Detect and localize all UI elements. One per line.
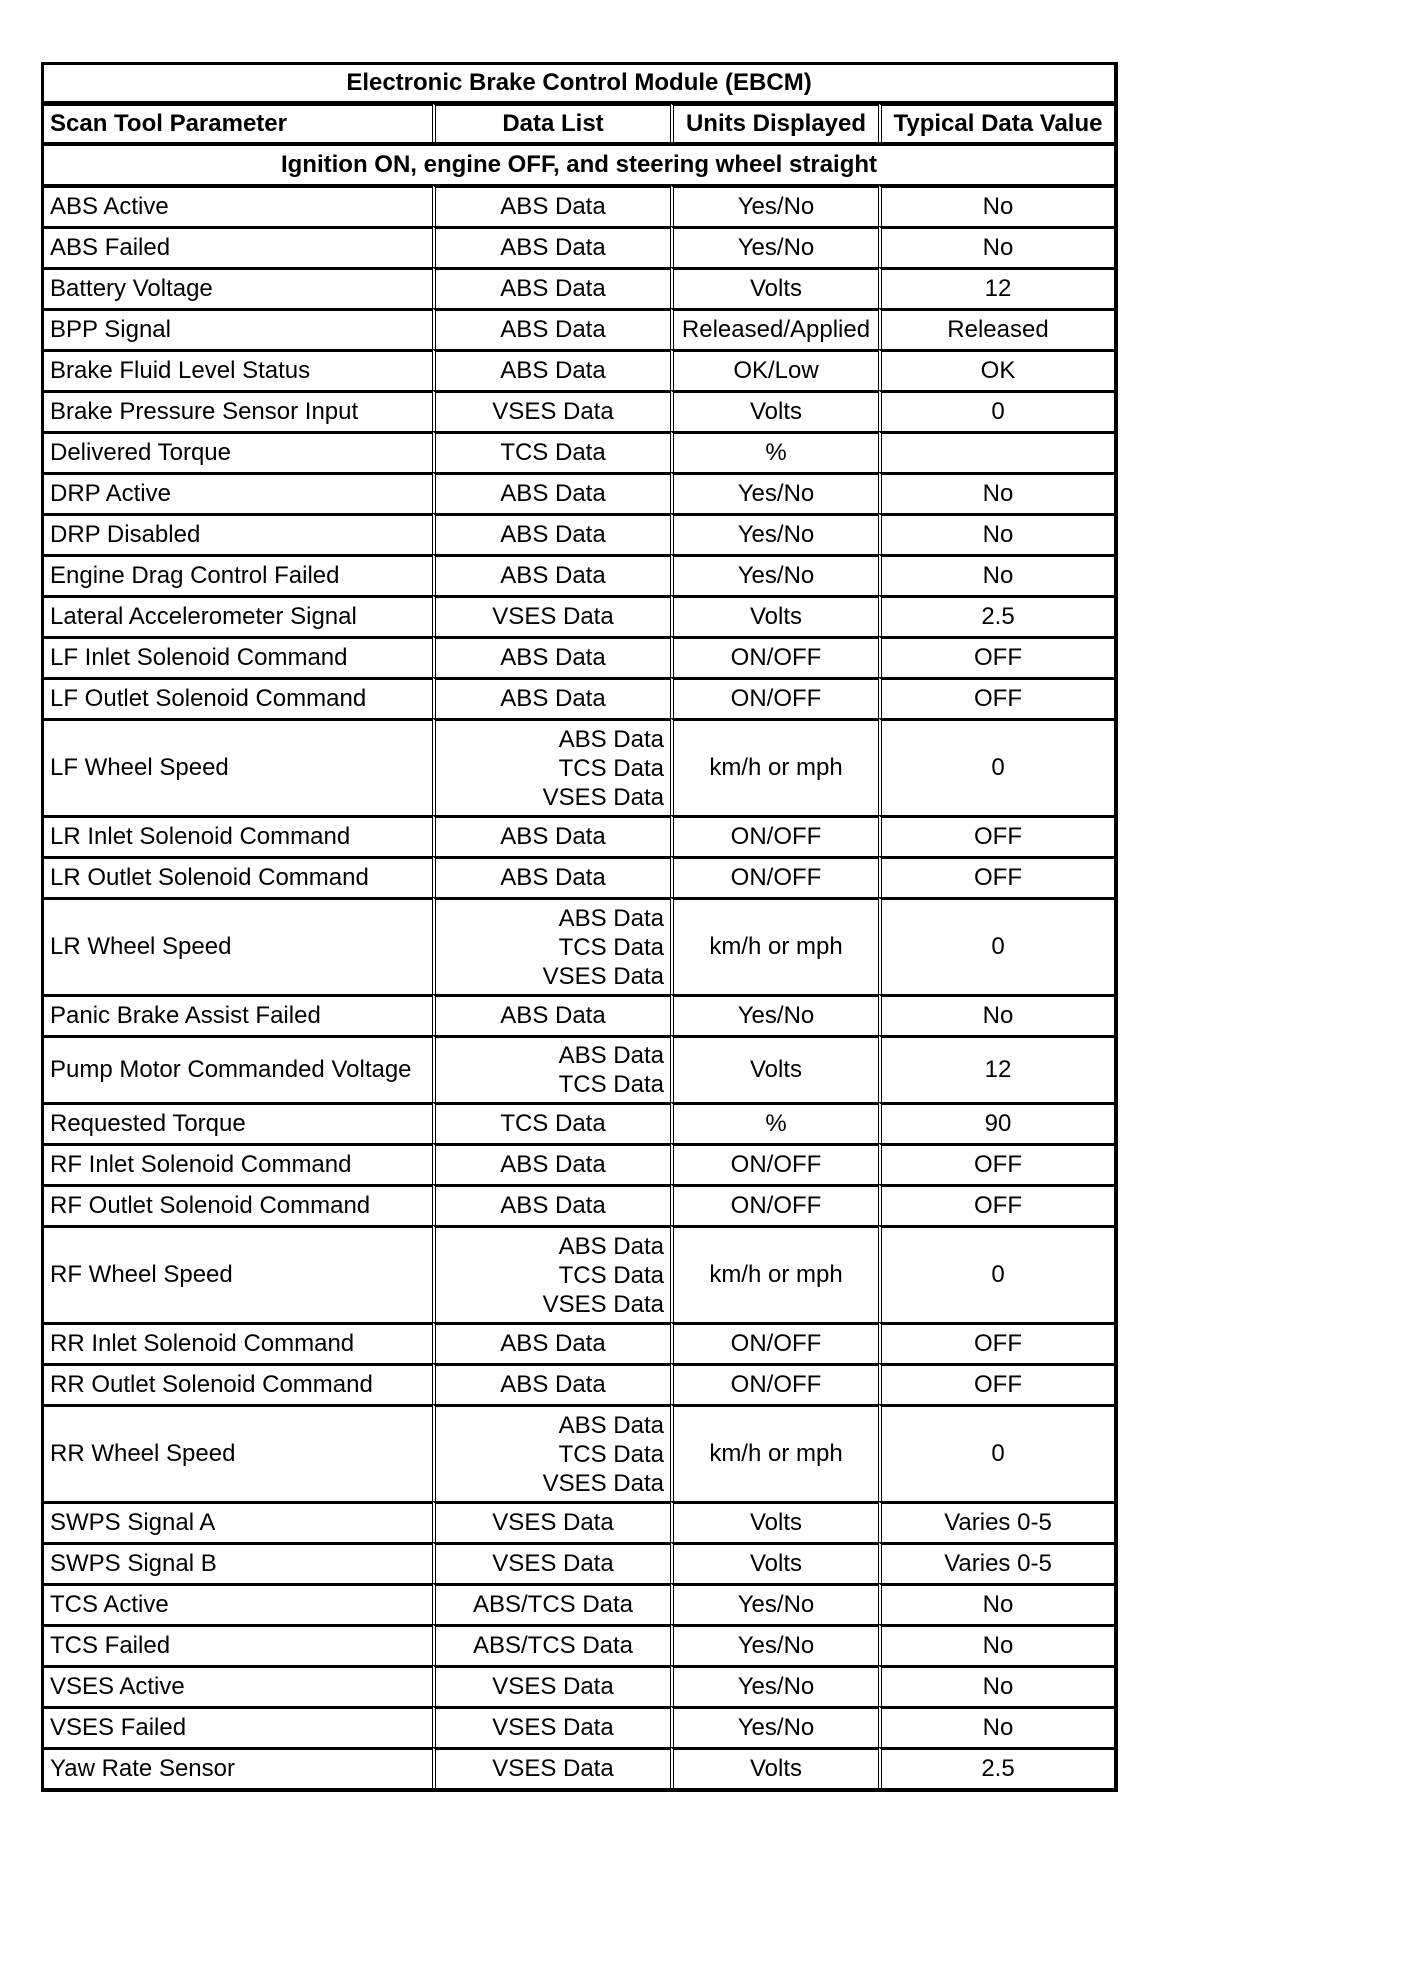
cell-data-list bbox=[432, 431, 670, 472]
cell-parameter: Brake Pressure Sensor Input bbox=[44, 390, 432, 431]
data-list-entry: ABS Data bbox=[500, 1330, 606, 1357]
cell-typical-value: 12 bbox=[878, 267, 1114, 308]
cell-data-list bbox=[432, 1706, 670, 1747]
cell-units: Volts bbox=[670, 1747, 878, 1788]
cell-units: Yes/No bbox=[670, 472, 878, 513]
cell-parameter: Engine Drag Control Failed bbox=[44, 554, 432, 595]
data-list-entry: VSES Data bbox=[492, 603, 614, 630]
cell-data-list bbox=[432, 1501, 670, 1542]
cell-data-list bbox=[432, 897, 670, 994]
cell-parameter: RF Outlet Solenoid Command bbox=[44, 1184, 432, 1225]
data-list-entry: TCS Data bbox=[558, 754, 664, 782]
cell-typical-value: No bbox=[878, 1624, 1114, 1665]
cell-data-list bbox=[432, 1583, 670, 1624]
cell-data-list bbox=[432, 1035, 670, 1102]
table-row bbox=[44, 1501, 1114, 1542]
table-row bbox=[44, 1102, 1114, 1143]
data-list-entry: ABS/TCS Data bbox=[472, 1591, 634, 1618]
cell-typical-value: OFF bbox=[878, 1363, 1114, 1404]
cell-typical-value: OFF bbox=[878, 677, 1114, 718]
cell-parameter: Battery Voltage bbox=[44, 267, 432, 308]
cell-data-list bbox=[432, 472, 670, 513]
cell-parameter: ABS Active bbox=[44, 185, 432, 226]
cell-typical-value: No bbox=[878, 554, 1114, 595]
cell-parameter: LR Wheel Speed bbox=[44, 897, 432, 994]
cell-typical-value: No bbox=[878, 226, 1114, 267]
cell-data-list bbox=[432, 1404, 670, 1501]
cell-units: Volts bbox=[670, 390, 878, 431]
data-list-entry: VSES Data bbox=[492, 1509, 614, 1536]
data-list-entry: VSES Data bbox=[492, 1755, 614, 1782]
cell-units: Yes/No bbox=[670, 554, 878, 595]
cell-parameter: SWPS Signal B bbox=[44, 1542, 432, 1583]
header-units-displayed: Units Displayed bbox=[670, 103, 878, 142]
cell-typical-value: Varies 0-5 bbox=[878, 1501, 1114, 1542]
data-list-entry: ABS Data bbox=[500, 864, 606, 891]
table-row bbox=[44, 1665, 1114, 1706]
table-row bbox=[44, 994, 1114, 1035]
cell-typical-value: No bbox=[878, 1583, 1114, 1624]
data-list-entry: VSES Data bbox=[542, 962, 664, 990]
ebcm-data-table bbox=[41, 62, 1118, 1792]
cell-data-list bbox=[432, 349, 670, 390]
cell-data-list bbox=[432, 1363, 670, 1404]
cell-parameter: TCS Failed bbox=[44, 1624, 432, 1665]
cell-parameter: Yaw Rate Sensor bbox=[44, 1747, 432, 1788]
cell-units: Yes/No bbox=[670, 185, 878, 226]
table-row bbox=[44, 1322, 1114, 1363]
data-list-entry: ABS Data bbox=[500, 1371, 606, 1398]
cell-units: Yes/No bbox=[670, 1624, 878, 1665]
table-title: Electronic Brake Control Module (EBCM) bbox=[44, 65, 1114, 103]
data-list-entry: ABS Data bbox=[500, 1192, 606, 1219]
header-row bbox=[44, 103, 1114, 142]
cell-data-list bbox=[432, 1184, 670, 1225]
cell-data-list bbox=[432, 554, 670, 595]
cell-parameter: VSES Active bbox=[44, 1665, 432, 1706]
table-row bbox=[44, 636, 1114, 677]
table-row bbox=[44, 897, 1114, 994]
data-list-entry: TCS Data bbox=[500, 1110, 606, 1137]
cell-units: Yes/No bbox=[670, 1583, 878, 1624]
data-list-entry: TCS Data bbox=[558, 1071, 664, 1098]
cell-parameter: RF Wheel Speed bbox=[44, 1225, 432, 1322]
data-list-entry: ABS Data bbox=[558, 1232, 664, 1260]
cell-units: Volts bbox=[670, 1501, 878, 1542]
condition-text: Ignition ON, engine OFF, and steering wheel straight bbox=[44, 142, 1114, 185]
cell-data-list bbox=[432, 677, 670, 718]
data-list-entry: VSES Data bbox=[492, 1714, 614, 1741]
table-row bbox=[44, 1542, 1114, 1583]
cell-units: % bbox=[670, 1102, 878, 1143]
data-list-entry: TCS Data bbox=[558, 1261, 664, 1289]
table-row bbox=[44, 1363, 1114, 1404]
cell-units: Yes/No bbox=[670, 226, 878, 267]
data-list-entry: ABS Data bbox=[558, 1042, 664, 1069]
table-row bbox=[44, 513, 1114, 554]
cell-units: km/h or mph bbox=[670, 1404, 878, 1501]
cell-typical-value: 2.5 bbox=[878, 1747, 1114, 1788]
table-row bbox=[44, 1143, 1114, 1184]
cell-typical-value: OK bbox=[878, 349, 1114, 390]
cell-parameter: DRP Disabled bbox=[44, 513, 432, 554]
table-row bbox=[44, 1404, 1114, 1501]
table-row bbox=[44, 554, 1114, 595]
cell-typical-value: 0 bbox=[878, 1404, 1114, 1501]
header-scan-tool-parameter: Scan Tool Parameter bbox=[44, 103, 432, 142]
data-list-entry: ABS Data bbox=[558, 1411, 664, 1439]
cell-parameter: RR Wheel Speed bbox=[44, 1404, 432, 1501]
cell-units: Volts bbox=[670, 267, 878, 308]
cell-data-list bbox=[432, 1102, 670, 1143]
data-list-entry: TCS Data bbox=[558, 1440, 664, 1468]
cell-data-list bbox=[432, 1624, 670, 1665]
cell-typical-value: 0 bbox=[878, 718, 1114, 815]
cell-parameter: Requested Torque bbox=[44, 1102, 432, 1143]
cell-data-list bbox=[432, 390, 670, 431]
cell-parameter: Pump Motor Commanded Voltage bbox=[44, 1035, 432, 1102]
data-list-entry: ABS Data bbox=[500, 275, 606, 302]
table-row bbox=[44, 595, 1114, 636]
cell-units: ON/OFF bbox=[670, 856, 878, 897]
cell-typical-value: 12 bbox=[878, 1035, 1114, 1102]
cell-units: % bbox=[670, 431, 878, 472]
cell-units: ON/OFF bbox=[670, 677, 878, 718]
cell-typical-value: OFF bbox=[878, 856, 1114, 897]
cell-data-list bbox=[432, 513, 670, 554]
cell-units: OK/Low bbox=[670, 349, 878, 390]
cell-typical-value: OFF bbox=[878, 1322, 1114, 1363]
cell-data-list bbox=[432, 267, 670, 308]
cell-typical-value: No bbox=[878, 185, 1114, 226]
cell-data-list bbox=[432, 994, 670, 1035]
cell-parameter: RR Inlet Solenoid Command bbox=[44, 1322, 432, 1363]
data-list-entry: ABS Data bbox=[500, 823, 606, 850]
cell-data-list bbox=[432, 1143, 670, 1184]
cell-units: Yes/No bbox=[670, 1665, 878, 1706]
cell-data-list bbox=[432, 636, 670, 677]
table-row bbox=[44, 390, 1114, 431]
cell-units: km/h or mph bbox=[670, 897, 878, 994]
cell-units: ON/OFF bbox=[670, 1363, 878, 1404]
table-row bbox=[44, 349, 1114, 390]
cell-parameter: SWPS Signal A bbox=[44, 1501, 432, 1542]
cell-typical-value: 0 bbox=[878, 897, 1114, 994]
cell-typical-value: OFF bbox=[878, 636, 1114, 677]
table-row bbox=[44, 185, 1114, 226]
table-title-row bbox=[44, 65, 1114, 103]
table-row bbox=[44, 226, 1114, 267]
table-row bbox=[44, 267, 1114, 308]
table-row bbox=[44, 1624, 1114, 1665]
data-list-entry: ABS Data bbox=[500, 1002, 606, 1029]
cell-typical-value: No bbox=[878, 472, 1114, 513]
cell-parameter: RR Outlet Solenoid Command bbox=[44, 1363, 432, 1404]
cell-units: ON/OFF bbox=[670, 815, 878, 856]
cell-data-list bbox=[432, 718, 670, 815]
cell-units: Volts bbox=[670, 595, 878, 636]
cell-data-list bbox=[432, 308, 670, 349]
data-list-entry: ABS Data bbox=[500, 521, 606, 548]
header-typical-data-value: Typical Data Value bbox=[878, 103, 1114, 142]
data-list-entry: ABS Data bbox=[500, 357, 606, 384]
cell-data-list bbox=[432, 1747, 670, 1788]
cell-units: Yes/No bbox=[670, 994, 878, 1035]
data-list-entry: ABS Data bbox=[500, 480, 606, 507]
cell-parameter: DRP Active bbox=[44, 472, 432, 513]
table-row bbox=[44, 308, 1114, 349]
cell-data-list bbox=[432, 185, 670, 226]
cell-units: Released/Applied bbox=[670, 308, 878, 349]
header-data-list: Data List bbox=[432, 103, 670, 142]
cell-parameter: Brake Fluid Level Status bbox=[44, 349, 432, 390]
data-list-entry: ABS Data bbox=[500, 316, 606, 343]
cell-units: ON/OFF bbox=[670, 636, 878, 677]
cell-parameter: ABS Failed bbox=[44, 226, 432, 267]
table-row bbox=[44, 431, 1114, 472]
cell-typical-value: No bbox=[878, 1706, 1114, 1747]
cell-typical-value: OFF bbox=[878, 1184, 1114, 1225]
cell-parameter: LR Outlet Solenoid Command bbox=[44, 856, 432, 897]
data-list-entry: ABS Data bbox=[500, 562, 606, 589]
table-row bbox=[44, 856, 1114, 897]
cell-units: ON/OFF bbox=[670, 1184, 878, 1225]
cell-units: km/h or mph bbox=[670, 718, 878, 815]
cell-parameter: BPP Signal bbox=[44, 308, 432, 349]
data-list-entry: ABS Data bbox=[558, 725, 664, 753]
data-list-entry: VSES Data bbox=[492, 398, 614, 425]
table-row bbox=[44, 677, 1114, 718]
table-row bbox=[44, 1583, 1114, 1624]
data-list-entry: ABS Data bbox=[500, 1151, 606, 1178]
cell-typical-value: Varies 0-5 bbox=[878, 1542, 1114, 1583]
condition-row bbox=[44, 142, 1114, 185]
cell-data-list bbox=[432, 815, 670, 856]
data-list-entry: ABS Data bbox=[500, 685, 606, 712]
cell-typical-value: 0 bbox=[878, 1225, 1114, 1322]
table-row bbox=[44, 815, 1114, 856]
cell-parameter: TCS Active bbox=[44, 1583, 432, 1624]
cell-typical-value: No bbox=[878, 1665, 1114, 1706]
table-body bbox=[44, 65, 1114, 1788]
cell-parameter: Delivered Torque bbox=[44, 431, 432, 472]
cell-typical-value: 90 bbox=[878, 1102, 1114, 1143]
data-list-entry: VSES Data bbox=[542, 1469, 664, 1497]
cell-typical-value: OFF bbox=[878, 1143, 1114, 1184]
cell-typical-value: 2.5 bbox=[878, 595, 1114, 636]
cell-typical-value: No bbox=[878, 994, 1114, 1035]
cell-parameter: Panic Brake Assist Failed bbox=[44, 994, 432, 1035]
data-list-entry: ABS/TCS Data bbox=[472, 1632, 634, 1659]
cell-units: Volts bbox=[670, 1035, 878, 1102]
cell-data-list bbox=[432, 856, 670, 897]
cell-typical-value: OFF bbox=[878, 815, 1114, 856]
cell-parameter: RF Inlet Solenoid Command bbox=[44, 1143, 432, 1184]
data-list-entry: VSES Data bbox=[542, 1290, 664, 1318]
cell-data-list bbox=[432, 595, 670, 636]
cell-parameter: LF Wheel Speed bbox=[44, 718, 432, 815]
cell-units: Yes/No bbox=[670, 513, 878, 554]
cell-parameter: VSES Failed bbox=[44, 1706, 432, 1747]
cell-data-list bbox=[432, 1322, 670, 1363]
data-list-entry: VSES Data bbox=[542, 783, 664, 811]
data-list-entry: ABS Data bbox=[500, 644, 606, 671]
table-row bbox=[44, 1706, 1114, 1747]
data-list-entry: VSES Data bbox=[492, 1673, 614, 1700]
table-row bbox=[44, 1747, 1114, 1788]
cell-typical-value: Released bbox=[878, 308, 1114, 349]
data-list-entry: ABS Data bbox=[500, 193, 606, 220]
cell-data-list bbox=[432, 1665, 670, 1706]
cell-units: Yes/No bbox=[670, 1706, 878, 1747]
cell-typical-value: 0 bbox=[878, 390, 1114, 431]
cell-typical-value bbox=[878, 431, 1114, 472]
cell-parameter: LF Outlet Solenoid Command bbox=[44, 677, 432, 718]
cell-units: ON/OFF bbox=[670, 1322, 878, 1363]
cell-typical-value: No bbox=[878, 513, 1114, 554]
cell-parameter: LR Inlet Solenoid Command bbox=[44, 815, 432, 856]
data-list-entry: ABS Data bbox=[558, 904, 664, 932]
cell-parameter: Lateral Accelerometer Signal bbox=[44, 595, 432, 636]
table-row bbox=[44, 1184, 1114, 1225]
cell-data-list bbox=[432, 226, 670, 267]
table-row bbox=[44, 1035, 1114, 1102]
data-list-entry: TCS Data bbox=[558, 933, 664, 961]
table-row bbox=[44, 472, 1114, 513]
cell-data-list bbox=[432, 1225, 670, 1322]
cell-parameter: LF Inlet Solenoid Command bbox=[44, 636, 432, 677]
table-row bbox=[44, 718, 1114, 815]
data-list-entry: VSES Data bbox=[492, 1550, 614, 1577]
table-row bbox=[44, 1225, 1114, 1322]
cell-units: km/h or mph bbox=[670, 1225, 878, 1322]
cell-units: Volts bbox=[670, 1542, 878, 1583]
data-list-entry: TCS Data bbox=[500, 439, 606, 466]
cell-units: ON/OFF bbox=[670, 1143, 878, 1184]
data-list-entry: ABS Data bbox=[500, 234, 606, 261]
cell-data-list bbox=[432, 1542, 670, 1583]
